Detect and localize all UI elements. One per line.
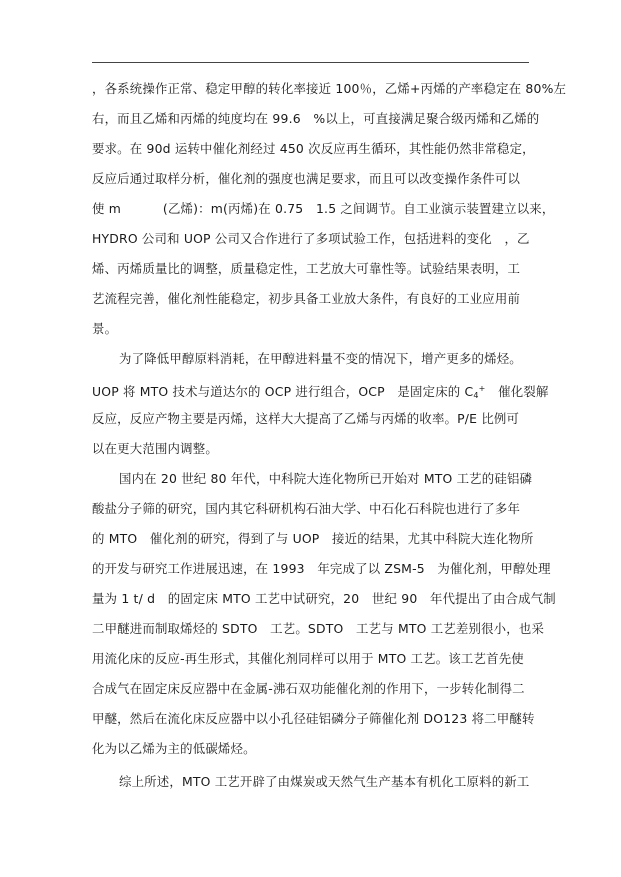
superscript: + [478, 384, 486, 393]
text-line: HYDRO 公司和 UOP 公司又合作进行了多项试验工作，包括进料的变化 ，乙 [92, 231, 530, 246]
text-line: 右，而且乙烯和丙烯的纯度均在 99.6 %以上，可直接满足聚合级丙烯和乙烯的 [92, 111, 540, 126]
text-line: 要求。在 90d 运转中催化剂经过 450 次反应再生循环，其性能仍然非常稳定， [92, 141, 535, 156]
text-line: 烯、丙烯质量比的调整，质量稳定性，工艺放大可靠性等。试验结果表明，工 [92, 261, 521, 276]
text-line: 以在更大范围内调整。 [92, 441, 218, 456]
text-line: 合成气在固定床反应器中在金属-沸石双功能催化剂的作用下，一步转化制得二 [92, 681, 525, 696]
text-line: 反应后通过取样分析，催化剂的强度也满足要求，而且可以改变操作条件可以 [92, 171, 521, 186]
header-rule [92, 62, 529, 63]
text-line: 综上所述，MTO 工艺开辟了由煤炭或天然气生产基本有机化工原料的新工 [119, 774, 530, 789]
domestic-paragraph [92, 464, 556, 764]
text-line: 量为 1 t/ d 的固定床 MTO 工艺中试研究，20 世纪 90 年代提出了由合成气制 [92, 591, 556, 606]
conclusion-paragraph [92, 767, 552, 797]
text-line: ，各系统操作正常、稳定甲醇的转化率接近 100％，乙烯+丙烯的产率稳定在 80%左 [92, 81, 567, 96]
text-line: 使 m (乙烯)：m(丙烯)在 0.75 1.5 之间调节。自工业演示装置建立以来， [92, 201, 555, 216]
text-line: 的 MTO 催化剂的研究，得到了与 UOP 接近的结果，尤其中科院大连化物所 [92, 531, 534, 546]
text-span: 催化裂解 [485, 384, 549, 399]
text-line: 酸盐分子筛的研究，国内其它科研机构石油大学、中石化石科院也进行了多年 [92, 501, 521, 516]
subscript: 4 [473, 391, 479, 400]
text-line: 景。 [92, 321, 118, 336]
text-line: 化为以乙烯为主的低碳烯烃。 [92, 741, 256, 756]
text-line: 国内在 20 世纪 80 年代，中科院大连化物所已开始对 MTO 工艺的硅铝磷 [119, 471, 533, 486]
text-line: 反应，反应产物主要是丙烯，这样大大提高了乙烯与丙烯的收率。P/E 比例可 [92, 411, 520, 426]
ocp-paragraph [92, 344, 552, 464]
text-line: 甲醚，然后在流化床反应器中以小孔径硅铝磷分子筛催化剂 DO123 将二甲醚转 [92, 711, 535, 726]
hydro-paragraph [92, 74, 567, 344]
text-line: 的开发与研究工作进展迅速，在 1993 年完成了以 ZSM-5 为催化剂，甲醇处理 [92, 561, 551, 576]
text-line: 艺流程完善，催化剂性能稳定，初步具备工业放大条件，有良好的工业应用前 [92, 291, 521, 306]
text-line-with-formula [92, 374, 552, 404]
document-body [92, 74, 567, 797]
text-line: 用流化床的反应-再生形式，其催化剂同样可以用于 MTO 工艺。该工艺首先使 [92, 651, 524, 666]
text-line: 二甲醚进而制取烯烃的 SDTO 工艺。SDTO 工艺与 MTO 工艺差别很小，也采 [92, 621, 545, 636]
text-span: UOP 将 MTO 技术与道达尔的 OCP 进行组合，OCP 是固定床的 C [92, 384, 474, 399]
text-line: 为了降低甲醇原料消耗，在甲醇进料量不变的情况下，增产更多的烯烃。 [119, 351, 522, 366]
